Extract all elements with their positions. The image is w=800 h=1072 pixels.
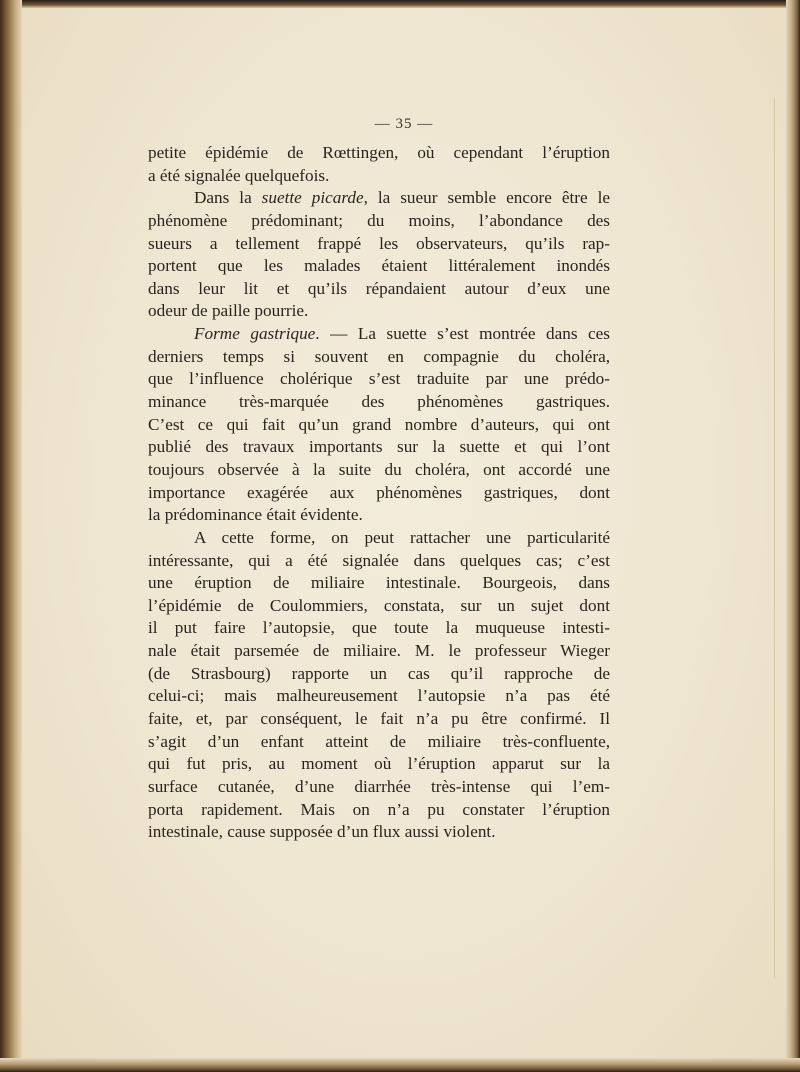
page-number: — 35 —	[374, 116, 434, 132]
text-line: minance très-marquée des phénomènes gastriques.	[148, 392, 610, 412]
text-line: celui-ci; mais malheureusement l’autopsie n’a pas été	[148, 686, 610, 706]
text-line: intéressante, qui a été signalée dans quelques cas; c’est	[148, 550, 610, 570]
text-line: nale était parsemée de miliaire. M. le professeur Wieger	[148, 641, 610, 661]
text-line: s’agit d’un enfant atteint de miliaire très-confluente,	[148, 731, 610, 751]
page-bottom-edge	[0, 1058, 800, 1072]
text-line: publié des travaux importants sur la suette et qui l’ont	[148, 437, 610, 457]
page-fold-shadow	[774, 98, 775, 978]
page-top-edge	[0, 0, 800, 8]
text-line: porta rapidement. Mais on n’a pu constater l’éruption	[148, 799, 610, 819]
text-run: Dans la	[194, 188, 262, 208]
italic-term: Forme gastrique	[194, 324, 316, 344]
text-line: phénomène prédominant; du moins, l’abondance des	[148, 210, 610, 230]
book-binding	[0, 0, 22, 1072]
text-line: qui fut pris, au moment où l’éruption apparut sur la	[148, 754, 610, 774]
text-line: faite, et, par conséquent, le fait n’a pu être confirmé. Il	[148, 709, 610, 729]
page-right-edge	[786, 0, 800, 1072]
text-line: dans leur lit et qu’ils répandaient autour d’eux une	[148, 278, 610, 298]
text-line	[148, 187, 610, 210]
text-line: la prédominance était évidente.	[148, 505, 363, 525]
text-line: importance exagérée aux phénomènes gastriques, dont	[148, 482, 610, 502]
text-line: l’épidémie de Coulommiers, constata, sur un sujet dont	[148, 595, 610, 615]
text-line: surface cutanée, d’une diarrhée très-intense qui l’em-	[148, 776, 610, 796]
text-line: que l’influence cholérique s’est traduite par une prédo-	[148, 369, 610, 389]
text-line: a été signalée quelquefois.	[148, 165, 330, 185]
text-run: , la sueur semble encore être le	[363, 188, 610, 208]
text-line: petite épidémie de Rœttingen, où cependant l’éruption	[148, 143, 610, 162]
italic-term: suette picarde	[261, 188, 364, 208]
text-line: toujours observée à la suite du choléra, ont accordé une	[148, 459, 610, 479]
text-line	[148, 323, 610, 346]
text-line: une éruption de miliaire intestinale. Bourgeois, dans	[148, 573, 610, 593]
text-line: portent que les malades étaient littéralement inondés	[148, 256, 610, 276]
body-text	[148, 142, 610, 844]
book-page	[22, 8, 786, 1058]
text-line: odeur de paille pourrie.	[148, 301, 309, 321]
text-line: il put faire l’autopsie, que toute la muqueuse intesti-	[148, 618, 610, 638]
text-line: (de Strasbourg) rapporte un cas qu’il rapproche de	[148, 663, 610, 683]
text-line: derniers temps si souvent en compagnie du choléra,	[148, 346, 610, 366]
text-line: sueurs a tellement frappé les observateurs, qu’ils rap-	[148, 233, 610, 253]
text-line: intestinale, cause supposée d’un flux aussi violent.	[148, 822, 496, 842]
text-line: C’est ce qui fait qu’un grand nombre d’auteurs, qui ont	[148, 414, 610, 434]
text-line: A cette forme, on peut rattacher une particularité	[194, 527, 610, 547]
text-run: . — La suette s’est montrée dans ces	[315, 324, 610, 344]
